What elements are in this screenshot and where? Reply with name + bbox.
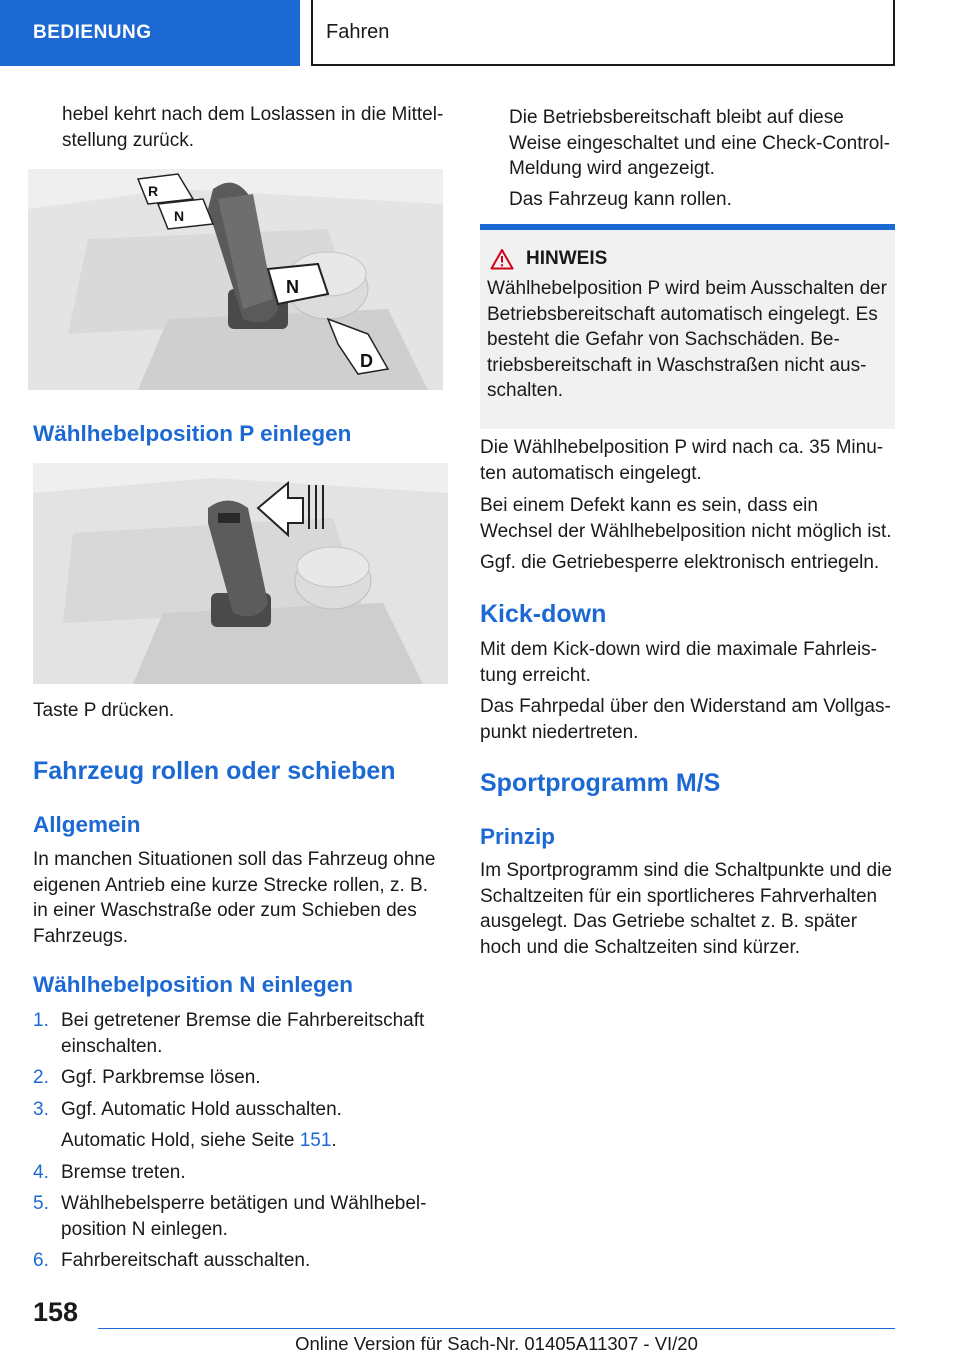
page-link[interactable]: 151 bbox=[299, 1130, 332, 1151]
list-item bbox=[33, 1065, 448, 1091]
step-number: 5. bbox=[33, 1193, 49, 1214]
step-number: 3. bbox=[33, 1098, 49, 1120]
park-instruction: Taste P drücken. bbox=[33, 700, 175, 721]
principle-text: Im Sportprogramm sind die Schaltpunkte und die Schaltzeiten für ein sportlicheres Fahrverhalten ausgelegt. Das Getriebe schaltet z. B. später hoch und die Schaltzeiten sind kürzer. bbox=[480, 860, 892, 958]
defect-text: Bei einem Defekt kann es sein, dass ein Wechsel der Wählhebelposition nicht möglich ist. bbox=[480, 495, 892, 542]
gear-label-n-top: N bbox=[174, 208, 185, 224]
section-label: BEDIENUNG bbox=[0, 0, 300, 66]
readiness-text: Die Betriebsbereitschaft bleibt auf diese Weise eingeschaltet und eine Check-Control-Meldung wird angezeigt. bbox=[509, 107, 890, 179]
general-text: In manchen Situationen soll das Fahrzeug ohne eigenen Antrieb eine kurze Strecke rollen, z. B. in einer Waschstraße oder zum Schieben des Fahrzeugs. bbox=[33, 849, 436, 947]
gear-label-d: D bbox=[360, 351, 373, 371]
step-text: Bremse treten. bbox=[61, 1161, 186, 1183]
heading-kickdown: Kick-down bbox=[480, 600, 607, 628]
step-text: Ggf. Automatic Hold ausschalten. bbox=[61, 1098, 342, 1120]
page-number: 158 bbox=[33, 1297, 79, 1327]
figure-selector-lever-n bbox=[28, 169, 443, 390]
notice-title: HINWEIS bbox=[487, 248, 887, 270]
heading-general: Allgemein bbox=[33, 812, 141, 837]
rolling-text: Das Fahrzeug kann rollen. bbox=[509, 189, 732, 210]
step-number: 4. bbox=[33, 1161, 49, 1183]
heading-rolling: Fahrzeug rollen oder schieben bbox=[33, 757, 396, 785]
list-item bbox=[33, 1008, 448, 1059]
notice-box bbox=[480, 224, 895, 429]
list-item bbox=[33, 1248, 448, 1274]
step-number: 2. bbox=[33, 1067, 49, 1088]
step-number: 6. bbox=[33, 1250, 49, 1271]
step-subnote: Automatic Hold, siehe Seite 151. bbox=[61, 1130, 337, 1151]
warning-triangle-icon bbox=[490, 248, 514, 270]
park-button-illustration bbox=[33, 463, 448, 684]
step-text: Fahrbereitschaft ausschalten. bbox=[61, 1250, 311, 1271]
step-text: Wählhebelsperre betätigen und Wählhebelposition N einlegen. bbox=[61, 1193, 427, 1240]
notice-text: Wählhebelposition P wird beim Ausschalten der Betriebsbereitschaft automatisch eingelegt. Es besteht die Gefahr von Sachschäden. Betriebsbereitschaft in Waschstraßen nicht ausschalten. bbox=[487, 278, 887, 401]
footer-online-version: Online Version für Sach-Nr. 01405A11307 - VI/20 bbox=[295, 1333, 698, 1354]
list-item bbox=[33, 1160, 448, 1186]
selector-lever-illustration bbox=[28, 169, 443, 390]
figure-selector-lever-p bbox=[33, 463, 448, 684]
kickdown-text-2: Das Fahrpedal über den Widerstand am Vollgaspunkt niedertreten. bbox=[480, 696, 891, 743]
auto-park-text: Die Wählhebelposition P wird nach ca. 35 Minuten automatisch eingelegt. bbox=[480, 437, 884, 484]
heading-sport: Sportprogramm M/S bbox=[480, 769, 721, 797]
heading-neutral: Wählhebelposition N einlegen bbox=[33, 972, 354, 997]
chapter-title: Fahren bbox=[311, 0, 895, 66]
gear-label-r: R bbox=[148, 183, 159, 199]
heading-principle: Prinzip bbox=[480, 824, 556, 849]
steps-list bbox=[33, 1008, 448, 1280]
intro-text: hebel kehrt nach dem Loslassen in die Mittelstellung zurück. bbox=[62, 104, 444, 151]
step-text: Ggf. Parkbremse lösen. bbox=[61, 1067, 261, 1088]
footer-divider bbox=[98, 1328, 895, 1329]
gear-label-n: N bbox=[286, 277, 299, 297]
list-item bbox=[33, 1191, 448, 1242]
heading-park: Wählhebelposition P einlegen bbox=[33, 421, 352, 446]
step-text: Bei getretener Bremse die Fahrbereitschaft einschalten. bbox=[61, 1010, 425, 1057]
kickdown-text-1: Mit dem Kick-down wird die maximale Fahrleistung erreicht. bbox=[480, 639, 877, 686]
list-item bbox=[33, 1097, 448, 1154]
unlock-text: Ggf. die Getriebesperre elektronisch entriegeln. bbox=[480, 552, 880, 573]
step-number: 1. bbox=[33, 1010, 49, 1031]
